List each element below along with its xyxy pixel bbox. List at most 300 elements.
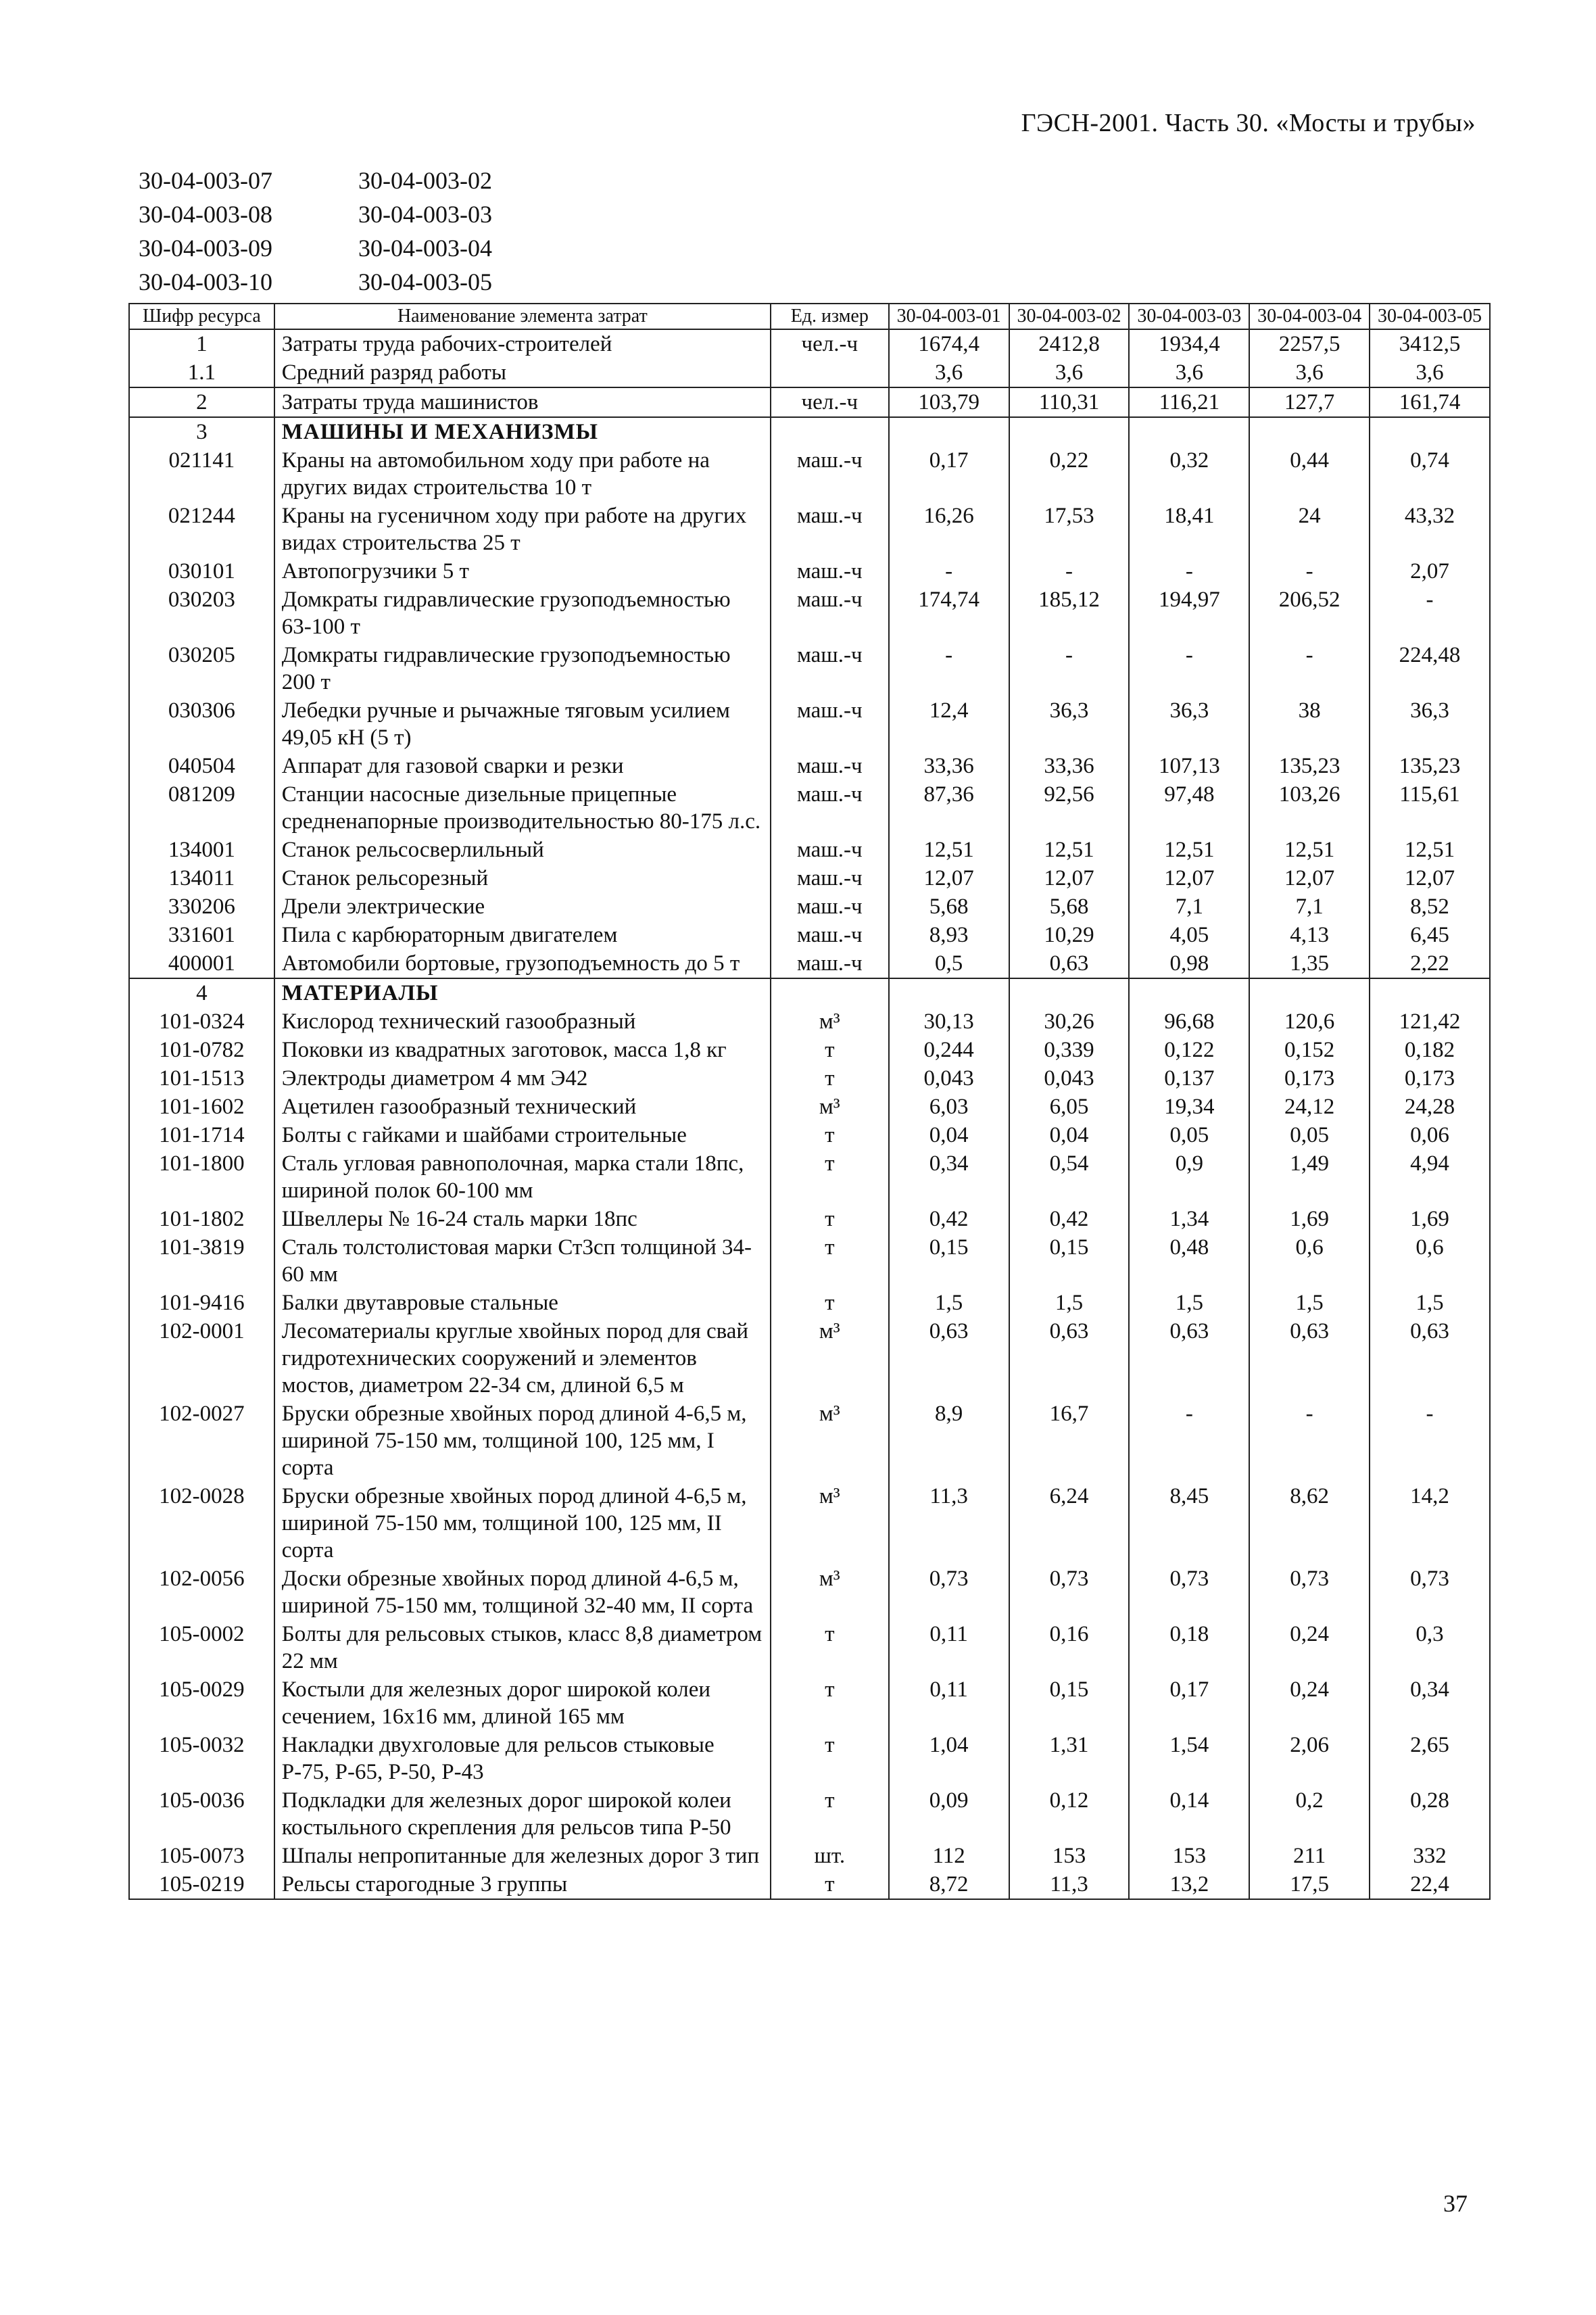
table-row xyxy=(129,1731,1490,1786)
cell-value: 1,31 xyxy=(1009,1731,1130,1786)
cell-name: Подкладки для железных дорог широкой колеи костыльного скрепления для рельсов типа Р-50 xyxy=(274,1786,771,1842)
cell-value: 22,4 xyxy=(1370,1870,1490,1899)
cell-unit: м³ xyxy=(771,1093,889,1121)
codes-row xyxy=(139,231,534,265)
cell-value: 1,04 xyxy=(889,1731,1009,1786)
cell-value xyxy=(1249,978,1370,1007)
cell-value: 0,74 xyxy=(1370,446,1490,502)
cell-value: 0,15 xyxy=(889,1233,1009,1289)
cell-unit: маш.-ч xyxy=(771,696,889,752)
codes-row xyxy=(139,197,534,231)
cell-unit: т xyxy=(771,1870,889,1899)
cell-value: 12,07 xyxy=(1249,864,1370,892)
cell-value: 24 xyxy=(1249,502,1370,557)
cell-value: 0,6 xyxy=(1249,1233,1370,1289)
cell-value: 5,68 xyxy=(889,892,1009,921)
cell-code: 101-1602 xyxy=(129,1093,274,1121)
cell-value xyxy=(1009,978,1130,1007)
cell-name: Накладки двухголовые для рельсов стыковые Р-75, Р-65, Р-50, Р-43 xyxy=(274,1731,771,1786)
cell-value: 1674,4 xyxy=(889,329,1009,358)
table-row xyxy=(129,696,1490,752)
cell-unit: чел.-ч xyxy=(771,329,889,358)
cell-value: 12,51 xyxy=(1129,836,1249,864)
cell-unit: т xyxy=(771,1036,889,1064)
cell-name: МАТЕРИАЛЫ xyxy=(274,978,771,1007)
cell-name: МАШИНЫ И МЕХАНИЗМЫ xyxy=(274,417,771,446)
cell-value: 112 xyxy=(889,1842,1009,1870)
cell-value: 0,173 xyxy=(1370,1064,1490,1093)
cell-value: 103,26 xyxy=(1249,780,1370,836)
header-col: 30-04-003-02 xyxy=(1009,304,1130,329)
table-row xyxy=(129,1064,1490,1093)
cell-code: 134001 xyxy=(129,836,274,864)
cell-value: 0,6 xyxy=(1370,1233,1490,1289)
cell-code: 102-0027 xyxy=(129,1400,274,1482)
table-row xyxy=(129,1565,1490,1620)
cell-value: 19,34 xyxy=(1129,1093,1249,1121)
cell-value: 0,17 xyxy=(1129,1675,1249,1731)
cell-value: 153 xyxy=(1009,1842,1130,1870)
cell-code: 4 xyxy=(129,978,274,1007)
cell-value: 224,48 xyxy=(1370,641,1490,696)
cell-value: 107,13 xyxy=(1129,752,1249,780)
cell-value: 127,7 xyxy=(1249,387,1370,417)
cell-value: 116,21 xyxy=(1129,387,1249,417)
cell-name: Болты для рельсовых стыков, класс 8,8 диаметром 22 мм xyxy=(274,1620,771,1675)
cell-value xyxy=(1009,417,1130,446)
cell-value: 206,52 xyxy=(1249,586,1370,641)
cell-value: 36,3 xyxy=(1370,696,1490,752)
cell-value: 8,72 xyxy=(889,1870,1009,1899)
cell-value: 0,73 xyxy=(1009,1565,1130,1620)
cell-value: 0,2 xyxy=(1249,1786,1370,1842)
cell-value: 332 xyxy=(1370,1842,1490,1870)
cell-name: Средний разряд работы xyxy=(274,358,771,387)
cell-value: 7,1 xyxy=(1249,892,1370,921)
cell-name: Костыли для железных дорог широкой колеи сечением, 16х16 мм, длиной 165 мм xyxy=(274,1675,771,1731)
cell-code: 105-0029 xyxy=(129,1675,274,1731)
cell-value: 3412,5 xyxy=(1370,329,1490,358)
cell-value: 97,48 xyxy=(1129,780,1249,836)
cell-name: Домкраты гидравлические грузоподъемностью 200 т xyxy=(274,641,771,696)
table-row xyxy=(129,978,1490,1007)
cell-value: 1,69 xyxy=(1370,1205,1490,1233)
cell-value: 0,63 xyxy=(889,1317,1009,1400)
table-row xyxy=(129,1482,1490,1565)
cell-code: 021244 xyxy=(129,502,274,557)
cell-value: 4,05 xyxy=(1129,921,1249,949)
cell-value: 36,3 xyxy=(1009,696,1130,752)
cell-name: Станок рельсосверлильный xyxy=(274,836,771,864)
cell-value: - xyxy=(1129,557,1249,586)
table-row xyxy=(129,921,1490,949)
cell-value: 0,09 xyxy=(889,1786,1009,1842)
cell-value: 0,63 xyxy=(1129,1317,1249,1400)
table-row xyxy=(129,1205,1490,1233)
cell-name: Домкраты гидравлические грузоподъемностью 63-100 т xyxy=(274,586,771,641)
cell-unit: т xyxy=(771,1786,889,1842)
cell-value: 13,2 xyxy=(1129,1870,1249,1899)
cell-name: Станок рельсорезный xyxy=(274,864,771,892)
cell-value: 1,69 xyxy=(1249,1205,1370,1233)
cell-name: Шпалы непропитанные для железных дорог 3 тип xyxy=(274,1842,771,1870)
table-row xyxy=(129,949,1490,978)
table-row xyxy=(129,586,1490,641)
cell-unit: чел.-ч xyxy=(771,387,889,417)
cell-name: Станции насосные дизельные прицепные средненапорные производительностью 80-175 л.с. xyxy=(274,780,771,836)
cell-value xyxy=(1370,417,1490,446)
table-row xyxy=(129,557,1490,586)
cell-value: 0,48 xyxy=(1129,1233,1249,1289)
cell-code: 105-0036 xyxy=(129,1786,274,1842)
table-row xyxy=(129,1400,1490,1482)
cell-value: 30,26 xyxy=(1009,1007,1130,1036)
code-left: 30-04-003-07 xyxy=(139,167,272,194)
cell-code: 105-0219 xyxy=(129,1870,274,1899)
cell-name: Кислород технический газообразный xyxy=(274,1007,771,1036)
table-row xyxy=(129,387,1490,417)
cell-unit: маш.-ч xyxy=(771,921,889,949)
cell-unit: маш.-ч xyxy=(771,586,889,641)
cell-unit: маш.-ч xyxy=(771,557,889,586)
cell-value: - xyxy=(1129,1400,1249,1482)
cell-value: 0,42 xyxy=(1009,1205,1130,1233)
cell-unit: м³ xyxy=(771,1317,889,1400)
cell-code: 101-1513 xyxy=(129,1064,274,1093)
cell-value: 8,9 xyxy=(889,1400,1009,1482)
cell-value: 2,06 xyxy=(1249,1731,1370,1786)
cell-value: 1934,4 xyxy=(1129,329,1249,358)
page-header-title: ГЭСН-2001. Часть 30. «Мосты и трубы» xyxy=(1021,109,1476,137)
cell-value: 0,122 xyxy=(1129,1036,1249,1064)
table-row xyxy=(129,1620,1490,1675)
cell-value: 8,93 xyxy=(889,921,1009,949)
cell-value: 0,06 xyxy=(1370,1121,1490,1149)
cell-value: 0,28 xyxy=(1370,1786,1490,1842)
cell-unit xyxy=(771,358,889,387)
cell-value: 6,05 xyxy=(1009,1093,1130,1121)
cell-code: 101-1802 xyxy=(129,1205,274,1233)
cell-value: 17,5 xyxy=(1249,1870,1370,1899)
cell-value: - xyxy=(1370,586,1490,641)
cell-value: - xyxy=(1009,641,1130,696)
cell-value xyxy=(1129,417,1249,446)
cell-unit: маш.-ч xyxy=(771,752,889,780)
cell-code: 102-0001 xyxy=(129,1317,274,1400)
cell-value: 17,53 xyxy=(1009,502,1130,557)
table-row xyxy=(129,1870,1490,1899)
table-row xyxy=(129,329,1490,358)
cell-code: 101-1800 xyxy=(129,1149,274,1205)
cell-value xyxy=(1370,978,1490,1007)
cell-name: Болты с гайками и шайбами строительные xyxy=(274,1121,771,1149)
cell-value: 0,5 xyxy=(889,949,1009,978)
table-row xyxy=(129,417,1490,446)
cell-value: 1,5 xyxy=(889,1289,1009,1317)
cell-value: 0,9 xyxy=(1129,1149,1249,1205)
cell-name: Краны на автомобильном ходу при работе на других видах строительства 10 т xyxy=(274,446,771,502)
cell-value: 1,34 xyxy=(1129,1205,1249,1233)
cell-unit: т xyxy=(771,1205,889,1233)
cell-name: Доски обрезные хвойных пород длиной 4-6,5 м, шириной 75-150 мм, толщиной 32-40 мм, II сорта xyxy=(274,1565,771,1620)
header-col: 30-04-003-04 xyxy=(1249,304,1370,329)
cell-name: Аппарат для газовой сварки и резки xyxy=(274,752,771,780)
cell-value: 0,043 xyxy=(1009,1064,1130,1093)
cell-value: 3,6 xyxy=(1129,358,1249,387)
cell-value: 43,32 xyxy=(1370,502,1490,557)
table-row xyxy=(129,1007,1490,1036)
cell-value: - xyxy=(1009,557,1130,586)
table-row xyxy=(129,1289,1490,1317)
table-row xyxy=(129,358,1490,387)
cell-value: 0,14 xyxy=(1129,1786,1249,1842)
cell-value: 12,07 xyxy=(1009,864,1130,892)
cell-name: Сталь угловая равнополочная, марка стали 18пс, шириной полок 60-100 мм xyxy=(274,1149,771,1205)
cell-value xyxy=(1249,417,1370,446)
cell-value: 5,68 xyxy=(1009,892,1130,921)
cell-value: - xyxy=(1249,1400,1370,1482)
cell-unit: т xyxy=(771,1675,889,1731)
cell-unit: маш.-ч xyxy=(771,780,889,836)
cell-value: 87,36 xyxy=(889,780,1009,836)
cell-value: 7,1 xyxy=(1129,892,1249,921)
cell-unit: м³ xyxy=(771,1400,889,1482)
codes-row xyxy=(139,164,534,197)
cell-value: 0,54 xyxy=(1009,1149,1130,1205)
cell-value: 2257,5 xyxy=(1249,329,1370,358)
cell-value: 0,63 xyxy=(1249,1317,1370,1400)
cell-value: 12,51 xyxy=(1009,836,1130,864)
cell-value: 174,74 xyxy=(889,586,1009,641)
cell-value: 0,339 xyxy=(1009,1036,1130,1064)
cell-name: Поковки из квадратных заготовок, масса 1,8 кг xyxy=(274,1036,771,1064)
cell-code: 101-0782 xyxy=(129,1036,274,1064)
cell-unit: маш.-ч xyxy=(771,641,889,696)
cell-value: 0,15 xyxy=(1009,1233,1130,1289)
cell-value: 0,63 xyxy=(1370,1317,1490,1400)
code-left: 30-04-003-08 xyxy=(139,201,272,228)
cell-value: 211 xyxy=(1249,1842,1370,1870)
cell-name: Ацетилен газообразный технический xyxy=(274,1093,771,1121)
cell-code: 2 xyxy=(129,387,274,417)
cell-value: 12,51 xyxy=(1249,836,1370,864)
cell-unit: маш.-ч xyxy=(771,836,889,864)
table-row xyxy=(129,864,1490,892)
code-left: 30-04-003-10 xyxy=(139,268,272,295)
cell-value: 103,79 xyxy=(889,387,1009,417)
cell-value: 3,6 xyxy=(889,358,1009,387)
table-row xyxy=(129,641,1490,696)
cell-value: - xyxy=(1129,641,1249,696)
cell-value: 2,65 xyxy=(1370,1731,1490,1786)
cell-value: 12,51 xyxy=(889,836,1009,864)
cell-value: 115,61 xyxy=(1370,780,1490,836)
code-right: 30-04-003-05 xyxy=(358,268,492,295)
cell-value: 0,173 xyxy=(1249,1064,1370,1093)
page-number: 37 xyxy=(1443,2190,1468,2217)
cell-value: 0,42 xyxy=(889,1205,1009,1233)
cell-unit: т xyxy=(771,1731,889,1786)
code-left: 30-04-003-09 xyxy=(139,235,272,262)
cell-code: 030205 xyxy=(129,641,274,696)
cell-value: 0,22 xyxy=(1009,446,1130,502)
table-row xyxy=(129,1842,1490,1870)
cell-value: 0,63 xyxy=(1009,1317,1130,1400)
table-row xyxy=(129,780,1490,836)
cell-value: 8,52 xyxy=(1370,892,1490,921)
cell-name: Бруски обрезные хвойных пород длиной 4-6,5 м, шириной 75-150 мм, толщиной 100, 125 мм, I сорта xyxy=(274,1400,771,1482)
cell-value: 0,152 xyxy=(1249,1036,1370,1064)
cell-code: 030306 xyxy=(129,696,274,752)
code-right: 30-04-003-02 xyxy=(358,167,492,194)
cell-value: 0,73 xyxy=(889,1565,1009,1620)
cell-value: 3,6 xyxy=(1009,358,1130,387)
cell-value: 0,34 xyxy=(889,1149,1009,1205)
cell-value: 1,5 xyxy=(1009,1289,1130,1317)
cell-value: 0,04 xyxy=(1009,1121,1130,1149)
cell-value: 0,11 xyxy=(889,1620,1009,1675)
header-name: Наименование элемента затрат xyxy=(274,304,771,329)
cell-value: 12,4 xyxy=(889,696,1009,752)
cell-code: 134011 xyxy=(129,864,274,892)
cell-value: 36,3 xyxy=(1129,696,1249,752)
cell-value: 0,05 xyxy=(1129,1121,1249,1149)
cell-value: 194,97 xyxy=(1129,586,1249,641)
cell-value: 0,24 xyxy=(1249,1620,1370,1675)
header-col: 30-04-003-01 xyxy=(889,304,1009,329)
cell-value: 0,34 xyxy=(1370,1675,1490,1731)
table-row xyxy=(129,446,1490,502)
cell-name: Бруски обрезные хвойных пород длиной 4-6,5 м, шириной 75-150 мм, толщиной 100, 125 мм, II сорта xyxy=(274,1482,771,1565)
cell-value: 185,12 xyxy=(1009,586,1130,641)
table-row xyxy=(129,1317,1490,1400)
cell-code: 105-0002 xyxy=(129,1620,274,1675)
cell-value: 30,13 xyxy=(889,1007,1009,1036)
cell-value: - xyxy=(1370,1400,1490,1482)
cell-value: 1,5 xyxy=(1370,1289,1490,1317)
cell-value: 24,12 xyxy=(1249,1093,1370,1121)
cell-value: 135,23 xyxy=(1249,752,1370,780)
table-row xyxy=(129,1036,1490,1064)
cell-value: 0,137 xyxy=(1129,1064,1249,1093)
cell-unit: шт. xyxy=(771,1842,889,1870)
table-row xyxy=(129,1675,1490,1731)
cell-value: 92,56 xyxy=(1009,780,1130,836)
cell-value: 8,62 xyxy=(1249,1482,1370,1565)
cell-value: 33,36 xyxy=(1009,752,1130,780)
table-row xyxy=(129,836,1490,864)
cell-value: 12,51 xyxy=(1370,836,1490,864)
table-header-row xyxy=(129,304,1490,329)
cell-value: 14,2 xyxy=(1370,1482,1490,1565)
cell-code: 102-0056 xyxy=(129,1565,274,1620)
cell-code: 040504 xyxy=(129,752,274,780)
cell-value: 0,16 xyxy=(1009,1620,1130,1675)
cell-value: 0,18 xyxy=(1129,1620,1249,1675)
cell-value: 3,6 xyxy=(1249,358,1370,387)
cell-value: - xyxy=(1249,557,1370,586)
cell-code: 1 xyxy=(129,329,274,358)
cell-unit: м³ xyxy=(771,1007,889,1036)
cell-value: 0,73 xyxy=(1249,1565,1370,1620)
cell-name: Лесоматериалы круглые хвойных пород для свай гидротехнических сооружений и элементов мостов, диаметром 22-34 см, длиной 6,5 м xyxy=(274,1317,771,1400)
cell-code: 3 xyxy=(129,417,274,446)
cell-unit: м³ xyxy=(771,1482,889,1565)
cell-value: 6,45 xyxy=(1370,921,1490,949)
cell-code: 102-0028 xyxy=(129,1482,274,1565)
cell-value: 11,3 xyxy=(1009,1870,1130,1899)
cell-value xyxy=(889,417,1009,446)
cell-unit: маш.-ч xyxy=(771,502,889,557)
code-right: 30-04-003-04 xyxy=(358,235,492,262)
cell-value: 6,03 xyxy=(889,1093,1009,1121)
cell-unit: маш.-ч xyxy=(771,949,889,978)
cell-name: Автомобили бортовые, грузоподъемность до 5 т xyxy=(274,949,771,978)
cell-code: 081209 xyxy=(129,780,274,836)
code-right: 30-04-003-03 xyxy=(358,201,492,228)
cell-value: 2,07 xyxy=(1370,557,1490,586)
table-row xyxy=(129,1233,1490,1289)
cell-value: 135,23 xyxy=(1370,752,1490,780)
cell-code: 030203 xyxy=(129,586,274,641)
header-code: Шифр ресурса xyxy=(129,304,274,329)
cell-name: Лебедки ручные и рычажные тяговым усилием 49,05 кН (5 т) xyxy=(274,696,771,752)
cell-value: 0,15 xyxy=(1009,1675,1130,1731)
cell-code: 030101 xyxy=(129,557,274,586)
cell-code: 331601 xyxy=(129,921,274,949)
cell-value: 18,41 xyxy=(1129,502,1249,557)
cell-unit: т xyxy=(771,1064,889,1093)
cell-value: 0,63 xyxy=(1009,949,1130,978)
cell-value: 4,13 xyxy=(1249,921,1370,949)
cell-value: 0,98 xyxy=(1129,949,1249,978)
cell-value: 0,17 xyxy=(889,446,1009,502)
cell-value: 0,182 xyxy=(1370,1036,1490,1064)
cell-value xyxy=(889,978,1009,1007)
table-row xyxy=(129,892,1490,921)
cell-value: - xyxy=(889,641,1009,696)
cell-value: 11,3 xyxy=(889,1482,1009,1565)
cell-name: Рельсы старогодные 3 группы xyxy=(274,1870,771,1899)
cell-value: 0,11 xyxy=(889,1675,1009,1731)
cell-name: Швеллеры № 16-24 сталь марки 18пс xyxy=(274,1205,771,1233)
cell-value: 1,49 xyxy=(1249,1149,1370,1205)
cell-value: 12,07 xyxy=(889,864,1009,892)
cell-value: 16,26 xyxy=(889,502,1009,557)
resource-table xyxy=(128,303,1491,1900)
cell-unit: т xyxy=(771,1149,889,1205)
cell-name: Краны на гусеничном ходу при работе на других видах строительства 25 т xyxy=(274,502,771,557)
cell-code: 1.1 xyxy=(129,358,274,387)
cell-value: 96,68 xyxy=(1129,1007,1249,1036)
cell-unit: м³ xyxy=(771,1565,889,1620)
cell-code: 021141 xyxy=(129,446,274,502)
cell-value: 153 xyxy=(1129,1842,1249,1870)
cell-value: 1,5 xyxy=(1129,1289,1249,1317)
cell-value: 0,244 xyxy=(889,1036,1009,1064)
cell-value: 1,35 xyxy=(1249,949,1370,978)
cell-value: 1,54 xyxy=(1129,1731,1249,1786)
cell-unit: т xyxy=(771,1121,889,1149)
codes-row xyxy=(139,265,534,299)
cell-value: 110,31 xyxy=(1009,387,1130,417)
cell-unit: т xyxy=(771,1620,889,1675)
cell-value: 6,24 xyxy=(1009,1482,1130,1565)
cell-value: 120,6 xyxy=(1249,1007,1370,1036)
cell-value: 2,22 xyxy=(1370,949,1490,978)
cell-unit: маш.-ч xyxy=(771,864,889,892)
cell-value: 1,5 xyxy=(1249,1289,1370,1317)
